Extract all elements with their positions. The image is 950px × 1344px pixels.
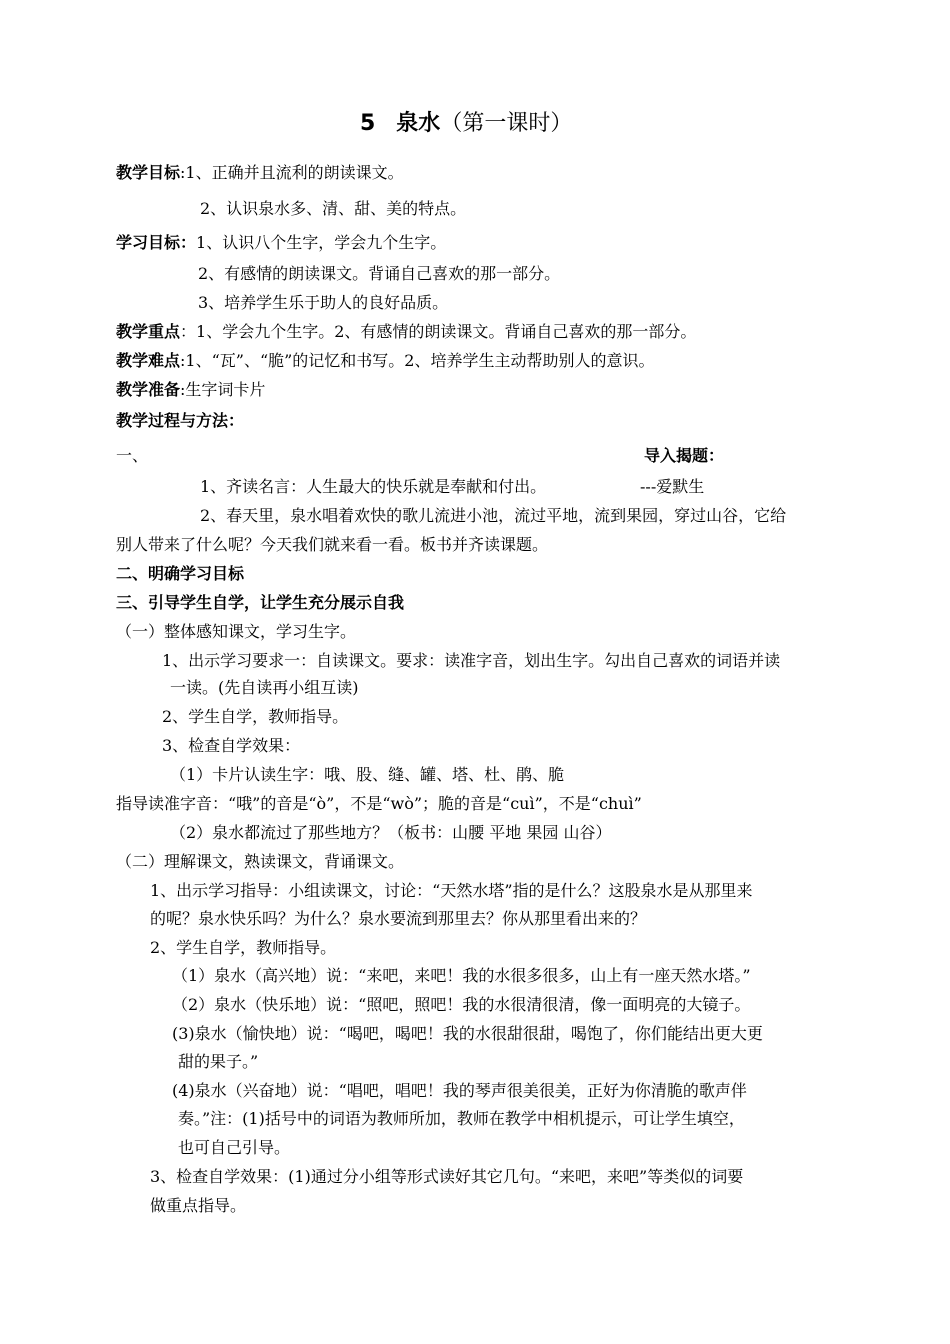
- learning-goals-line-1: [116, 233, 446, 253]
- teaching-goal-1: 1、正确并且流利的朗读课文。: [185, 163, 404, 182]
- part-1-item-2: 2、学生自学，教师指导。: [162, 707, 349, 726]
- quote-3-line-1: (3)泉水（愉快地）说：“喝吧，喝吧！我的水很甜很甜，喝饱了，你们能结出更大更: [172, 1024, 763, 1043]
- lesson-title: [360, 110, 572, 138]
- learning-goals-label: 学习目标：: [116, 233, 197, 252]
- section-1-marker: 一、: [116, 446, 149, 465]
- part-2-item-3-line-2: 做重点指导。: [150, 1196, 247, 1215]
- quote-3-line-2: 甜的果子。”: [178, 1052, 259, 1071]
- part-2-heading: （二）理解课文，熟读课文，背诵课文。: [116, 852, 405, 871]
- quote-4-line-2: 奏。”注：(1)括号中的词语为教师所加，教师在教学中相机提示，可让学生填空，: [178, 1109, 745, 1128]
- quote-line: 1、齐读名言：人生最大的快乐就是奉献和付出。: [200, 477, 547, 496]
- part-2-item-2: 2、学生自学，教师指导。: [150, 938, 337, 957]
- difficult-points: 教学难点:1、“瓦”、“脆”的记忆和书写。2、培养学生主动帮助别人的意识。: [116, 351, 655, 370]
- preparation: 教学准备:生字词卡片: [116, 380, 266, 399]
- part-1-heading: （一）整体感知课文，学习生字。: [116, 622, 357, 641]
- learning-goal-1: 1、认识八个生字，学会九个生字。: [196, 233, 447, 252]
- lesson-period: （第一课时）: [440, 111, 573, 136]
- part-2-item-3-line-1: 3、检查自学效果：(1)通过分小组等形式读好其它几句。“来吧，来吧”等类似的词要: [150, 1167, 744, 1186]
- quote-author: ---爱默生: [640, 477, 705, 496]
- preparation-label: 教学准备: [116, 380, 181, 399]
- section-2-heading: 二、明确学习目标: [116, 564, 245, 583]
- section-1-heading: 导入揭题：: [644, 446, 725, 465]
- teaching-goal-2: 2、认识泉水多、清、甜、美的特点。: [200, 199, 467, 218]
- lesson-number: 5: [360, 111, 376, 136]
- difficult-points-label: 教学难点: [116, 351, 181, 370]
- key-points: 教学重点：1、学会九个生字。2、有感情的朗读课文。背诵自己喜欢的那一部分。: [116, 322, 697, 341]
- process-heading: 教学过程与方法：: [116, 411, 245, 430]
- difficult-points-text: 1、“瓦”、“脆”的记忆和书写。2、培养学生主动帮助别人的意识。: [185, 351, 655, 370]
- part-1-item-1-line-1: 1、出示学习要求一：自读课文。要求：读准字音，划出生字。勾出自己喜欢的词语并读: [162, 651, 781, 670]
- part-2-item-1-line-1: 1、出示学习指导：小组读课文，讨论：“天然水塔”指的是什么？这股泉水是从那里来: [150, 881, 753, 900]
- learning-goal-3: 3、培养学生乐于助人的良好品质。: [198, 293, 449, 312]
- part-2-item-1-line-2: 的呢？泉水快乐吗？为什么？泉水要流到那里去？你从那里看出来的？: [150, 909, 647, 928]
- quote-1: （1）泉水（高兴地）说：“来吧，来吧！我的水很多很多，山上有一座天然水塔。”: [172, 966, 751, 985]
- quote-4-line-3: 也可自己引导。: [178, 1138, 291, 1157]
- learning-goal-2: 2、有感情的朗读课文。背诵自己喜欢的那一部分。: [198, 264, 561, 283]
- key-points-label: 教学重点: [116, 322, 181, 341]
- key-points-text: 1、学会九个生字。2、有感情的朗读课文。背诵自己喜欢的那一部分。: [196, 322, 697, 341]
- intro-paragraph-line-2: 别人带来了什么呢？今天我们就来看一看。板书并齐读课题。: [116, 535, 549, 554]
- part-1-sub-2: （2）泉水都流过了那些地方？（板书：山腰 平地 果园 山谷）: [170, 823, 612, 842]
- teaching-goals-label: 教学目标: [116, 163, 181, 182]
- teaching-goals-line-1: 教学目标:1、正确并且流利的朗读课文。: [116, 163, 404, 182]
- part-1-item-3: 3、检查自学效果：: [162, 736, 301, 755]
- quote-4-line-1: (4)泉水（兴奋地）说：“唱吧，唱吧！我的琴声很美很美，正好为你清脆的歌声伴: [172, 1081, 747, 1100]
- intro-paragraph-line-1: 2、春天里，泉水唱着欢快的歌儿流进小池，流过平地，流到果园，穿过山谷，它给: [200, 506, 787, 525]
- part-1-item-1-line-2: 一读。(先自读再小组互读): [170, 678, 359, 697]
- quote-2: （2）泉水（快乐地）说：“照吧，照吧！我的水很清很清，像一面明亮的大镜子。: [172, 995, 751, 1014]
- section-3-heading: 三、引导学生自学，让学生充分展示自我: [116, 593, 405, 612]
- preparation-text: 生字词卡片: [185, 380, 266, 399]
- pronunciation-guide: 指导读准字音：“哦”的音是“ò”，不是“wò”；脆的音是“cuì”，不是“chuì”: [116, 794, 642, 813]
- lesson-name: 泉水: [396, 111, 441, 136]
- part-1-sub-1: （1）卡片认读生字：哦、股、缝、罐、塔、杜、鹃、脆: [170, 765, 565, 784]
